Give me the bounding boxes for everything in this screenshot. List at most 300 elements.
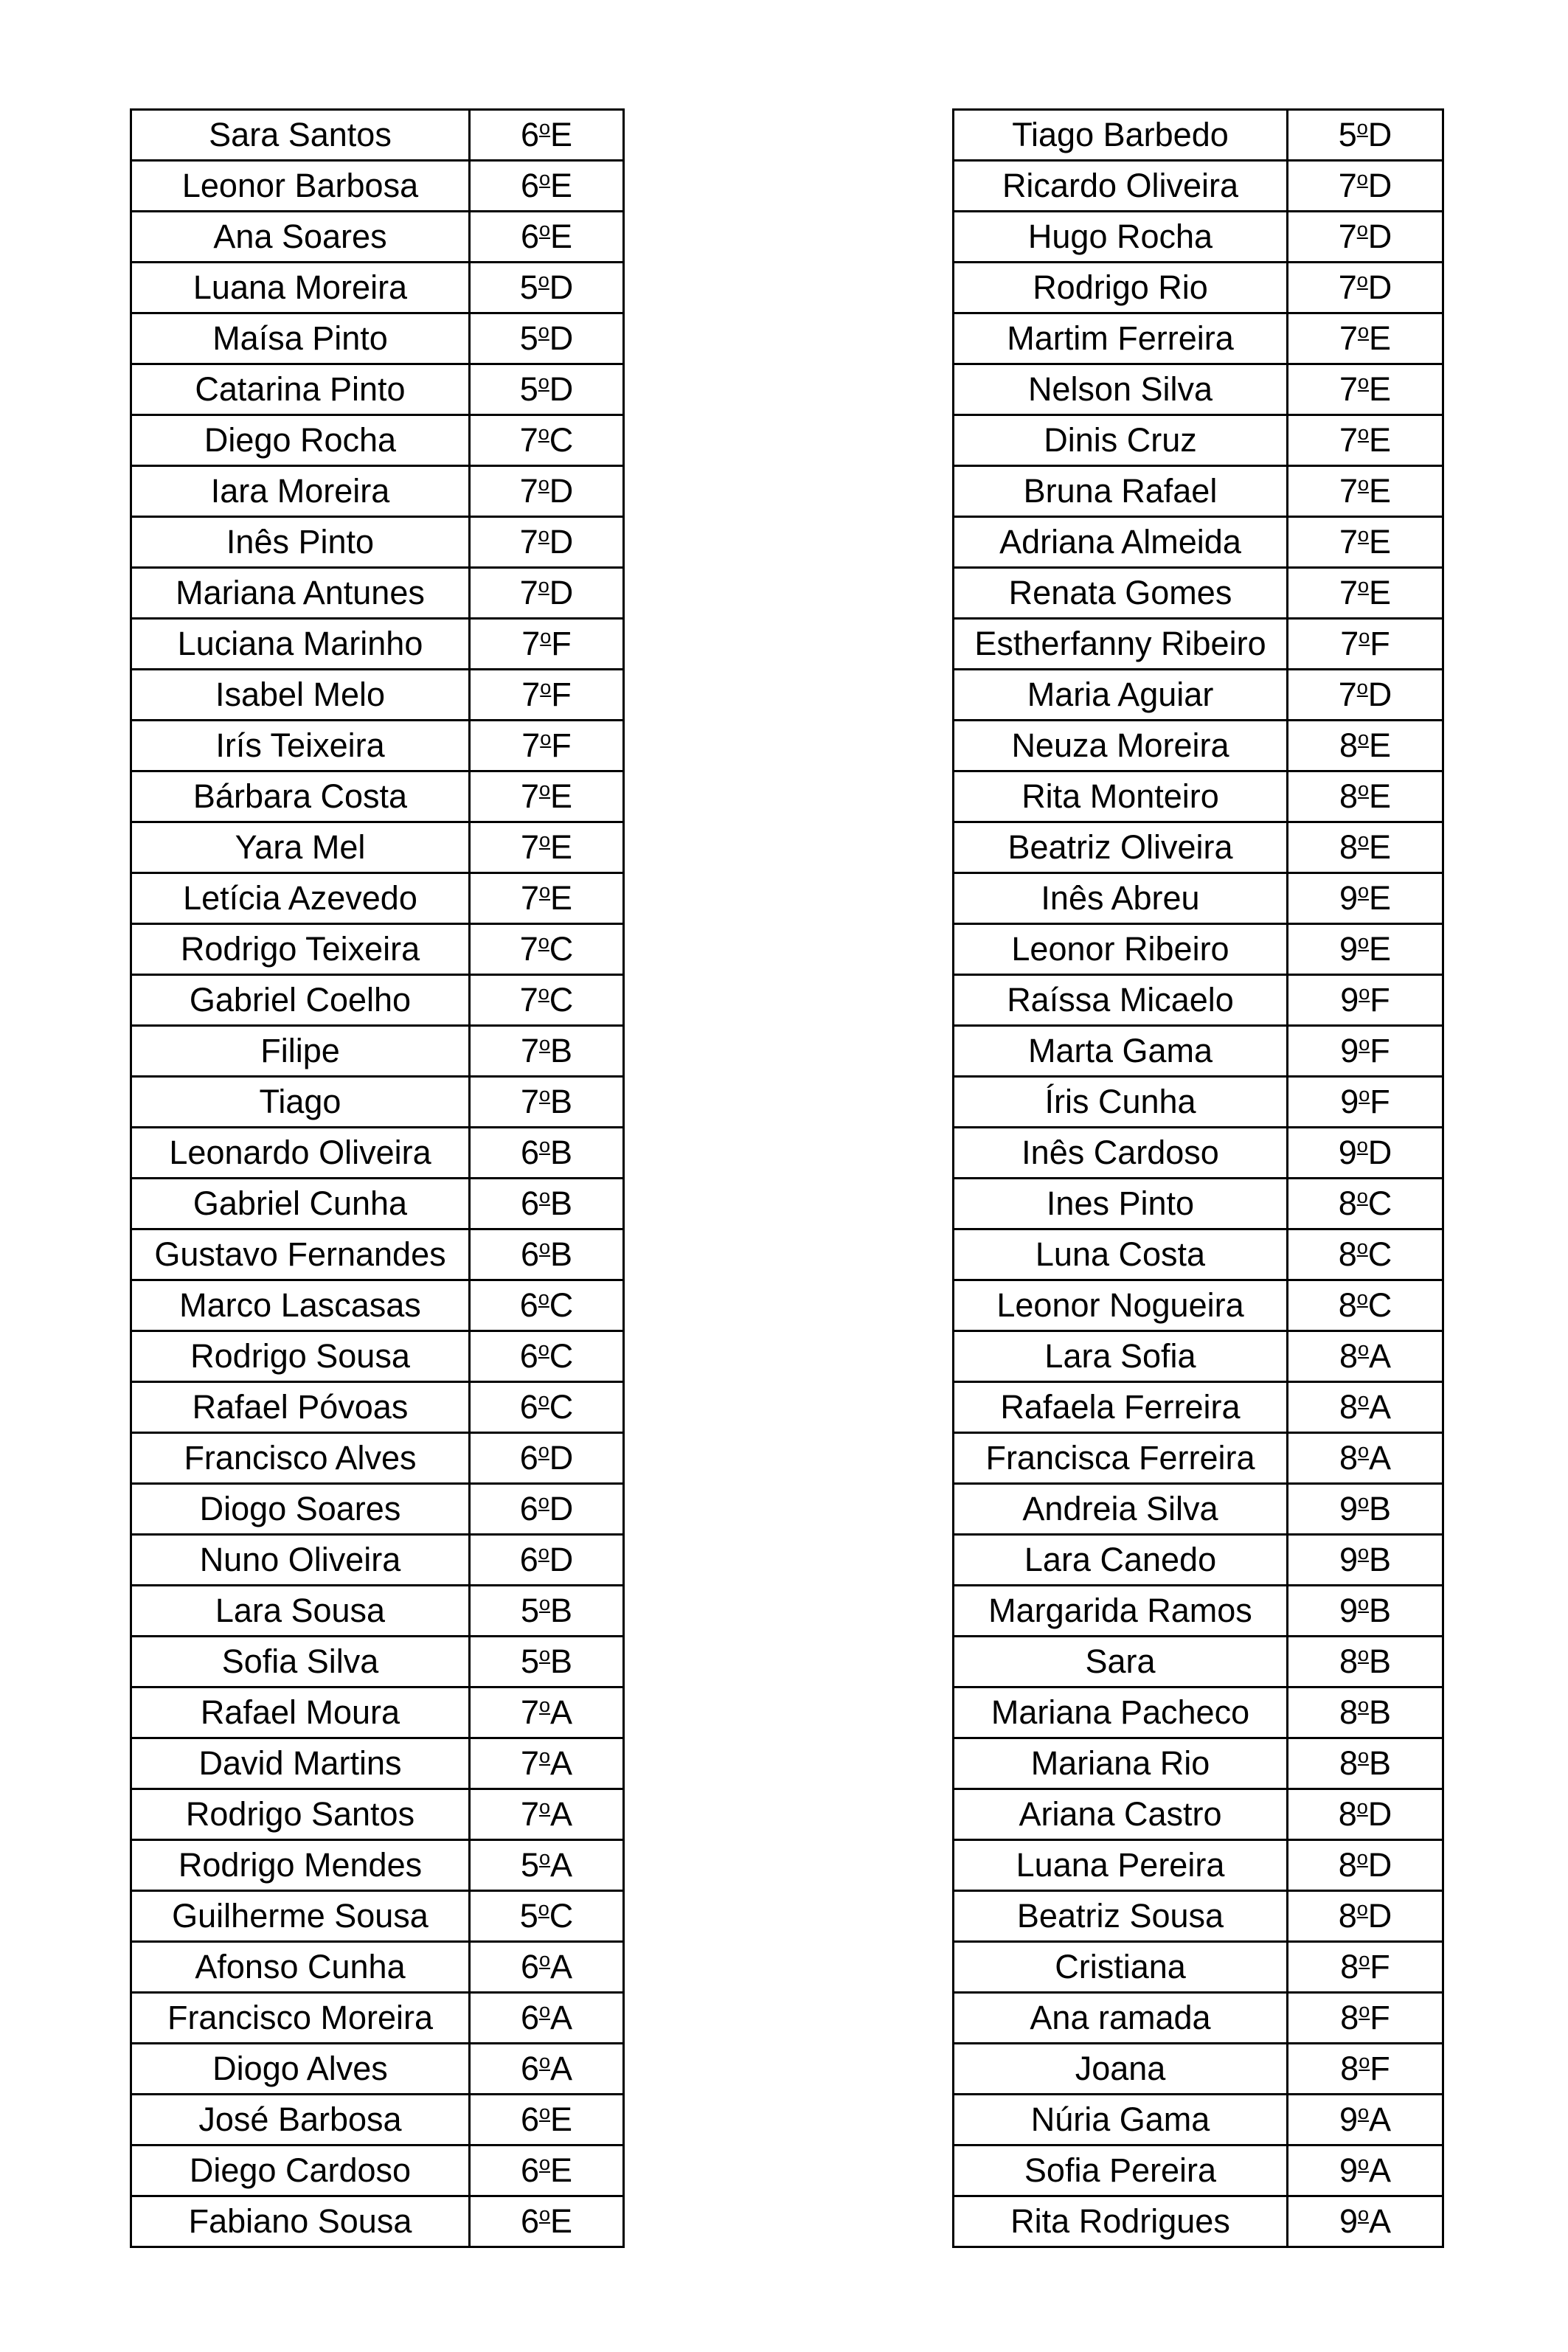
table-row xyxy=(954,924,1443,975)
class-grade-number: 6 xyxy=(520,218,539,255)
student-name-cell: Rafaela Ferreira xyxy=(954,1382,1288,1433)
class-section-letter: F xyxy=(1370,1032,1390,1069)
ordinal-indicator: o xyxy=(1356,1898,1368,1920)
student-class-cell xyxy=(470,1840,624,1891)
student-class-cell xyxy=(470,619,624,670)
student-class-cell xyxy=(470,1993,624,2044)
table-row xyxy=(131,1891,624,1942)
table-row xyxy=(131,110,624,161)
class-grade-number: 9 xyxy=(1340,1032,1359,1069)
ordinal-indicator: o xyxy=(1357,829,1370,851)
student-name-cell: Rita Rodrigues xyxy=(954,2196,1288,2247)
table-row xyxy=(954,1229,1443,1280)
student-class-cell xyxy=(1288,771,1443,822)
table-row xyxy=(131,1128,624,1179)
student-class-cell xyxy=(1288,1891,1443,1942)
student-class-cell xyxy=(1288,1179,1443,1229)
class-grade-number: 6 xyxy=(520,1134,539,1171)
class-section-letter: C xyxy=(1367,1184,1392,1222)
class-section-letter: C xyxy=(549,930,574,968)
table-row xyxy=(131,822,624,873)
class-grade-number: 7 xyxy=(1338,167,1357,204)
student-class-cell xyxy=(1288,415,1443,466)
class-section-letter: B xyxy=(1369,1642,1392,1680)
class-section-letter: B xyxy=(550,1134,573,1171)
student-class-cell xyxy=(470,1484,624,1535)
class-section-letter: B xyxy=(1369,1744,1392,1782)
student-name-cell: Beatriz Sousa xyxy=(954,1891,1288,1942)
student-name-cell: Mariana Rio xyxy=(954,1738,1288,1789)
class-section-letter: A xyxy=(1369,1439,1392,1477)
class-section-letter: E xyxy=(1369,828,1392,866)
class-section-letter: C xyxy=(549,1388,574,1426)
ordinal-indicator: o xyxy=(1357,727,1370,749)
ordinal-indicator: o xyxy=(1357,575,1370,597)
ordinal-indicator: o xyxy=(538,2152,551,2174)
class-section-letter: E xyxy=(1369,523,1392,561)
class-section-letter: E xyxy=(1369,726,1392,764)
student-class-cell xyxy=(1288,1637,1443,1687)
student-class-cell xyxy=(1288,1026,1443,1077)
table-row xyxy=(954,1586,1443,1637)
student-class-cell xyxy=(1288,924,1443,975)
class-section-letter: F xyxy=(1370,625,1390,662)
student-name-cell: Luana Pereira xyxy=(954,1840,1288,1891)
ordinal-indicator: o xyxy=(538,1541,549,1564)
table-row xyxy=(131,212,624,263)
student-name-cell: Tiago Barbedo xyxy=(954,110,1288,161)
student-class-cell xyxy=(1288,1382,1443,1433)
student-name-cell: Leonor Nogueira xyxy=(954,1280,1288,1331)
class-section-letter: B xyxy=(1369,1592,1392,1629)
table-row xyxy=(131,364,624,415)
class-grade-number: 8 xyxy=(1339,1693,1358,1731)
class-section-letter: A xyxy=(550,1693,573,1731)
table-row xyxy=(131,1382,624,1433)
student-class-cell xyxy=(470,1789,624,1840)
student-name-cell: Diogo Soares xyxy=(131,1484,470,1535)
ordinal-indicator: o xyxy=(1357,422,1370,444)
ordinal-indicator: o xyxy=(538,371,549,393)
student-name-cell: Mariana Antunes xyxy=(131,568,470,619)
ordinal-indicator: o xyxy=(538,473,549,495)
student-class-cell xyxy=(470,1433,624,1484)
student-name-cell: Sara xyxy=(954,1637,1288,1687)
student-class-cell xyxy=(1288,1077,1443,1128)
student-class-cell xyxy=(470,1331,624,1382)
ordinal-indicator: o xyxy=(538,320,549,342)
student-class-cell xyxy=(1288,263,1443,313)
ordinal-indicator: o xyxy=(1356,676,1368,698)
class-section-letter: A xyxy=(550,1846,573,1884)
class-section-letter: D xyxy=(549,1541,574,1578)
class-grade-number: 7 xyxy=(521,625,541,662)
table-row xyxy=(131,1179,624,1229)
student-name-cell: Íris Cunha xyxy=(954,1077,1288,1128)
class-grade-number: 6 xyxy=(519,1388,538,1426)
table-row xyxy=(954,517,1443,568)
class-section-letter: B xyxy=(1369,1490,1392,1527)
ordinal-indicator: o xyxy=(538,117,551,139)
table-row xyxy=(131,517,624,568)
student-name-cell: Iara Moreira xyxy=(131,466,470,517)
student-name-cell: Tiago xyxy=(131,1077,470,1128)
ordinal-indicator: o xyxy=(1357,1491,1370,1513)
class-grade-number: 9 xyxy=(1339,1541,1358,1578)
class-grade-number: 9 xyxy=(1340,1083,1359,1120)
table-row xyxy=(131,1840,624,1891)
student-class-cell xyxy=(470,517,624,568)
class-grade-number: 7 xyxy=(1339,319,1358,357)
table-row xyxy=(131,1026,624,1077)
class-section-letter: E xyxy=(550,218,573,255)
class-section-letter: F xyxy=(551,726,572,764)
table-row xyxy=(131,313,624,364)
ordinal-indicator: o xyxy=(538,1999,551,2022)
student-class-cell xyxy=(470,263,624,313)
student-name-cell: Nelson Silva xyxy=(954,364,1288,415)
class-grade-number: 7 xyxy=(520,1083,539,1120)
ordinal-indicator: o xyxy=(538,2101,551,2123)
ordinal-indicator: o xyxy=(538,982,549,1004)
student-name-cell: Leonor Barbosa xyxy=(131,161,470,212)
ordinal-indicator: o xyxy=(538,269,549,291)
class-section-letter: E xyxy=(1369,930,1392,968)
ordinal-indicator: o xyxy=(1356,218,1368,240)
class-section-letter: E xyxy=(1369,421,1392,459)
ordinal-indicator: o xyxy=(538,1287,549,1309)
ordinal-indicator: o xyxy=(540,727,552,749)
student-name-cell: Rodrigo Teixeira xyxy=(131,924,470,975)
student-class-cell xyxy=(470,1280,624,1331)
ordinal-indicator: o xyxy=(538,1796,551,1818)
student-name-cell: Luana Moreira xyxy=(131,263,470,313)
student-name-cell: Rafael Moura xyxy=(131,1687,470,1738)
student-class-cell xyxy=(1288,1535,1443,1586)
student-class-cell xyxy=(470,2095,624,2145)
student-class-cell xyxy=(1288,2145,1443,2196)
student-name-cell: Adriana Almeida xyxy=(954,517,1288,568)
student-class-cell xyxy=(470,873,624,924)
ordinal-indicator: o xyxy=(1357,880,1370,902)
ordinal-indicator: o xyxy=(538,1440,549,1462)
ordinal-indicator: o xyxy=(1357,778,1370,800)
table-row xyxy=(131,2196,624,2247)
student-name-cell: Rodrigo Sousa xyxy=(131,1331,470,1382)
student-class-cell xyxy=(470,721,624,771)
ordinal-indicator: o xyxy=(1356,1185,1368,1207)
student-name-cell: Estherfanny Ribeiro xyxy=(954,619,1288,670)
ordinal-indicator: o xyxy=(1357,1745,1370,1767)
class-grade-number: 7 xyxy=(520,828,539,866)
ordinal-indicator: o xyxy=(1356,1134,1368,1156)
ordinal-indicator: o xyxy=(1359,1949,1370,1971)
student-name-cell: Gabriel Coelho xyxy=(131,975,470,1026)
table-row xyxy=(954,110,1443,161)
ordinal-indicator: o xyxy=(538,218,551,240)
ordinal-indicator: o xyxy=(538,1033,551,1055)
table-row xyxy=(954,415,1443,466)
student-name-cell: Yara Mel xyxy=(131,822,470,873)
class-section-letter: D xyxy=(549,472,574,510)
table-row xyxy=(954,263,1443,313)
ordinal-indicator: o xyxy=(1357,473,1370,495)
ordinal-indicator: o xyxy=(1356,1287,1368,1309)
class-grade-number: 5 xyxy=(520,1592,539,1629)
student-name-cell: Rodrigo Santos xyxy=(131,1789,470,1840)
table-row xyxy=(131,466,624,517)
ordinal-indicator: o xyxy=(538,1949,551,1971)
class-section-letter: E xyxy=(550,2202,573,2240)
student-class-cell xyxy=(1288,2196,1443,2247)
student-class-cell xyxy=(470,1128,624,1179)
student-name-cell: Maria Aguiar xyxy=(954,670,1288,721)
student-class-cell xyxy=(470,2145,624,2196)
class-grade-number: 6 xyxy=(520,1999,539,2036)
class-grade-number: 8 xyxy=(1339,1744,1358,1782)
class-section-letter: D xyxy=(1367,1897,1392,1935)
ordinal-indicator: o xyxy=(538,1592,551,1614)
table-row xyxy=(954,2095,1443,2145)
student-class-cell xyxy=(1288,1993,1443,2044)
table-row xyxy=(131,1993,624,2044)
student-name-cell: Núria Gama xyxy=(954,2095,1288,2145)
class-grade-number: 8 xyxy=(1340,1948,1359,1985)
ordinal-indicator: o xyxy=(538,1236,551,1258)
ordinal-indicator: o xyxy=(1357,1440,1370,1462)
table-row xyxy=(131,771,624,822)
class-grade-number: 8 xyxy=(1338,1846,1357,1884)
student-name-cell: Diego Rocha xyxy=(131,415,470,466)
class-section-letter: B xyxy=(550,1592,573,1629)
table-row xyxy=(954,1077,1443,1128)
class-section-letter: C xyxy=(549,421,574,459)
table-row xyxy=(954,1891,1443,1942)
class-grade-number: 9 xyxy=(1339,930,1358,968)
class-section-letter: D xyxy=(1367,268,1392,306)
class-section-letter: D xyxy=(1367,676,1392,713)
table-row xyxy=(131,2145,624,2196)
table-row xyxy=(954,2196,1443,2247)
student-class-cell xyxy=(1288,670,1443,721)
table-row xyxy=(131,568,624,619)
ordinal-indicator: o xyxy=(1359,1033,1370,1055)
ordinal-indicator: o xyxy=(538,931,549,953)
table-row xyxy=(131,1535,624,1586)
class-grade-number: 6 xyxy=(520,2202,539,2240)
student-name-cell: Catarina Pinto xyxy=(131,364,470,415)
class-grade-number: 6 xyxy=(519,1541,538,1578)
student-name-cell: Leonor Ribeiro xyxy=(954,924,1288,975)
class-grade-number: 8 xyxy=(1339,777,1358,815)
student-name-cell: Bárbara Costa xyxy=(131,771,470,822)
student-class-cell xyxy=(470,1026,624,1077)
ordinal-indicator: o xyxy=(1359,625,1370,648)
class-grade-number: 7 xyxy=(1339,472,1358,510)
class-section-letter: F xyxy=(551,625,572,662)
student-class-cell xyxy=(470,415,624,466)
student-name-cell: Ricardo Oliveira xyxy=(954,161,1288,212)
class-grade-number: 6 xyxy=(520,1184,539,1222)
class-grade-number: 7 xyxy=(1340,625,1359,662)
table-row xyxy=(954,2145,1443,2196)
student-class-cell xyxy=(1288,1433,1443,1484)
student-class-cell xyxy=(1288,1280,1443,1331)
class-grade-number: 6 xyxy=(520,1948,539,1985)
class-section-letter: A xyxy=(1369,1337,1392,1375)
ordinal-indicator: o xyxy=(1357,1389,1370,1411)
student-class-cell xyxy=(1288,568,1443,619)
table-row xyxy=(131,975,624,1026)
ordinal-indicator: o xyxy=(538,422,549,444)
table-row xyxy=(131,1789,624,1840)
class-section-letter: E xyxy=(1369,472,1392,510)
student-class-cell xyxy=(470,975,624,1026)
student-name-cell: Dinis Cruz xyxy=(954,415,1288,466)
student-name-cell: Neuza Moreira xyxy=(954,721,1288,771)
ordinal-indicator: o xyxy=(538,167,551,190)
student-name-cell: Francisca Ferreira xyxy=(954,1433,1288,1484)
class-section-letter: B xyxy=(550,1083,573,1120)
class-grade-number: 7 xyxy=(519,523,538,561)
class-grade-number: 7 xyxy=(520,1032,539,1069)
table-row xyxy=(131,161,624,212)
student-class-cell xyxy=(470,313,624,364)
class-section-letter: D xyxy=(549,523,574,561)
class-grade-number: 5 xyxy=(520,1846,539,1884)
class-grade-number: 7 xyxy=(519,930,538,968)
ordinal-indicator: o xyxy=(1357,524,1370,546)
class-section-letter: A xyxy=(550,1744,573,1782)
class-section-letter: B xyxy=(1369,1541,1392,1578)
class-grade-number: 8 xyxy=(1339,1388,1358,1426)
class-grade-number: 7 xyxy=(1339,421,1358,459)
class-grade-number: 9 xyxy=(1339,879,1358,917)
class-grade-number: 7 xyxy=(520,1795,539,1833)
class-section-letter: D xyxy=(1367,1846,1392,1884)
class-section-letter: F xyxy=(1370,981,1390,1019)
class-grade-number: 8 xyxy=(1339,1337,1358,1375)
class-section-letter: E xyxy=(1369,574,1392,611)
ordinal-indicator: o xyxy=(540,625,552,648)
table-row xyxy=(954,1433,1443,1484)
class-grade-number: 8 xyxy=(1338,1897,1357,1935)
table-row xyxy=(954,466,1443,517)
student-class-cell xyxy=(1288,1128,1443,1179)
class-grade-number: 8 xyxy=(1339,828,1358,866)
ordinal-indicator: o xyxy=(538,1491,549,1513)
ordinal-indicator: o xyxy=(538,1745,551,1767)
class-grade-number: 7 xyxy=(520,879,539,917)
table-row xyxy=(131,873,624,924)
class-section-letter: B xyxy=(550,1235,573,1273)
student-class-cell xyxy=(470,568,624,619)
class-section-letter: D xyxy=(549,370,574,408)
ordinal-indicator: o xyxy=(538,2203,551,2225)
student-name-cell: Diego Cardoso xyxy=(131,2145,470,2196)
table-row xyxy=(131,1229,624,1280)
class-section-letter: F xyxy=(551,676,572,713)
student-class-cell xyxy=(470,364,624,415)
table-row xyxy=(131,670,624,721)
ordinal-indicator: o xyxy=(1357,1694,1370,1716)
student-name-cell: Ines Pinto xyxy=(954,1179,1288,1229)
ordinal-indicator: o xyxy=(1357,320,1370,342)
ordinal-indicator: o xyxy=(538,1643,551,1665)
student-name-cell: Filipe xyxy=(131,1026,470,1077)
student-class-cell xyxy=(1288,1840,1443,1891)
table-row xyxy=(954,1128,1443,1179)
student-name-cell: Beatriz Oliveira xyxy=(954,822,1288,873)
ordinal-indicator: o xyxy=(538,1185,551,1207)
table-row xyxy=(131,1687,624,1738)
class-grade-number: 9 xyxy=(1340,981,1359,1019)
class-grade-number: 7 xyxy=(1338,676,1357,713)
student-class-cell xyxy=(1288,1586,1443,1637)
table-row xyxy=(131,1331,624,1382)
table-row xyxy=(954,1789,1443,1840)
ordinal-indicator: o xyxy=(1356,1236,1368,1258)
student-class-cell xyxy=(1288,212,1443,263)
class-grade-number: 6 xyxy=(519,1439,538,1477)
student-name-cell: Rodrigo Mendes xyxy=(131,1840,470,1891)
table-row xyxy=(954,1535,1443,1586)
class-grade-number: 5 xyxy=(519,370,538,408)
class-grade-number: 6 xyxy=(519,1490,538,1527)
class-grade-number: 6 xyxy=(519,1286,538,1324)
ordinal-indicator: o xyxy=(1357,1592,1370,1614)
ordinal-indicator: o xyxy=(538,880,551,902)
class-grade-number: 8 xyxy=(1340,1999,1359,2036)
student-class-cell xyxy=(1288,1229,1443,1280)
ordinal-indicator: o xyxy=(1357,2152,1370,2174)
class-section-letter: B xyxy=(550,1032,573,1069)
student-class-cell xyxy=(1288,975,1443,1026)
class-section-letter: A xyxy=(550,1795,573,1833)
class-grade-number: 8 xyxy=(1338,1795,1357,1833)
class-section-letter: F xyxy=(1370,2050,1390,2087)
ordinal-indicator: o xyxy=(538,778,551,800)
table-row xyxy=(954,1484,1443,1535)
student-name-cell: Raíssa Micaelo xyxy=(954,975,1288,1026)
student-class-cell xyxy=(1288,110,1443,161)
student-class-cell xyxy=(1288,1484,1443,1535)
table-row xyxy=(954,975,1443,1026)
class-grade-number: 9 xyxy=(1339,1592,1358,1629)
student-name-cell: Isabel Melo xyxy=(131,670,470,721)
table-row xyxy=(131,1586,624,1637)
class-section-letter: C xyxy=(549,1897,574,1935)
class-grade-number: 5 xyxy=(1338,116,1357,153)
class-section-letter: A xyxy=(1369,2202,1392,2240)
class-section-letter: B xyxy=(550,1184,573,1222)
class-section-letter: D xyxy=(549,268,574,306)
class-section-letter: E xyxy=(1369,319,1392,357)
table-row xyxy=(954,1993,1443,2044)
table-row xyxy=(954,1942,1443,1993)
table-row xyxy=(954,1026,1443,1077)
student-class-cell xyxy=(1288,161,1443,212)
ordinal-indicator: o xyxy=(540,676,552,698)
ordinal-indicator: o xyxy=(538,1338,549,1360)
class-grade-number: 7 xyxy=(519,981,538,1019)
class-grade-number: 7 xyxy=(1339,523,1358,561)
student-name-cell: Ana ramada xyxy=(954,1993,1288,2044)
student-class-cell xyxy=(470,1229,624,1280)
student-class-cell xyxy=(1288,822,1443,873)
table-row xyxy=(954,1738,1443,1789)
student-name-cell: Fabiano Sousa xyxy=(131,2196,470,2247)
